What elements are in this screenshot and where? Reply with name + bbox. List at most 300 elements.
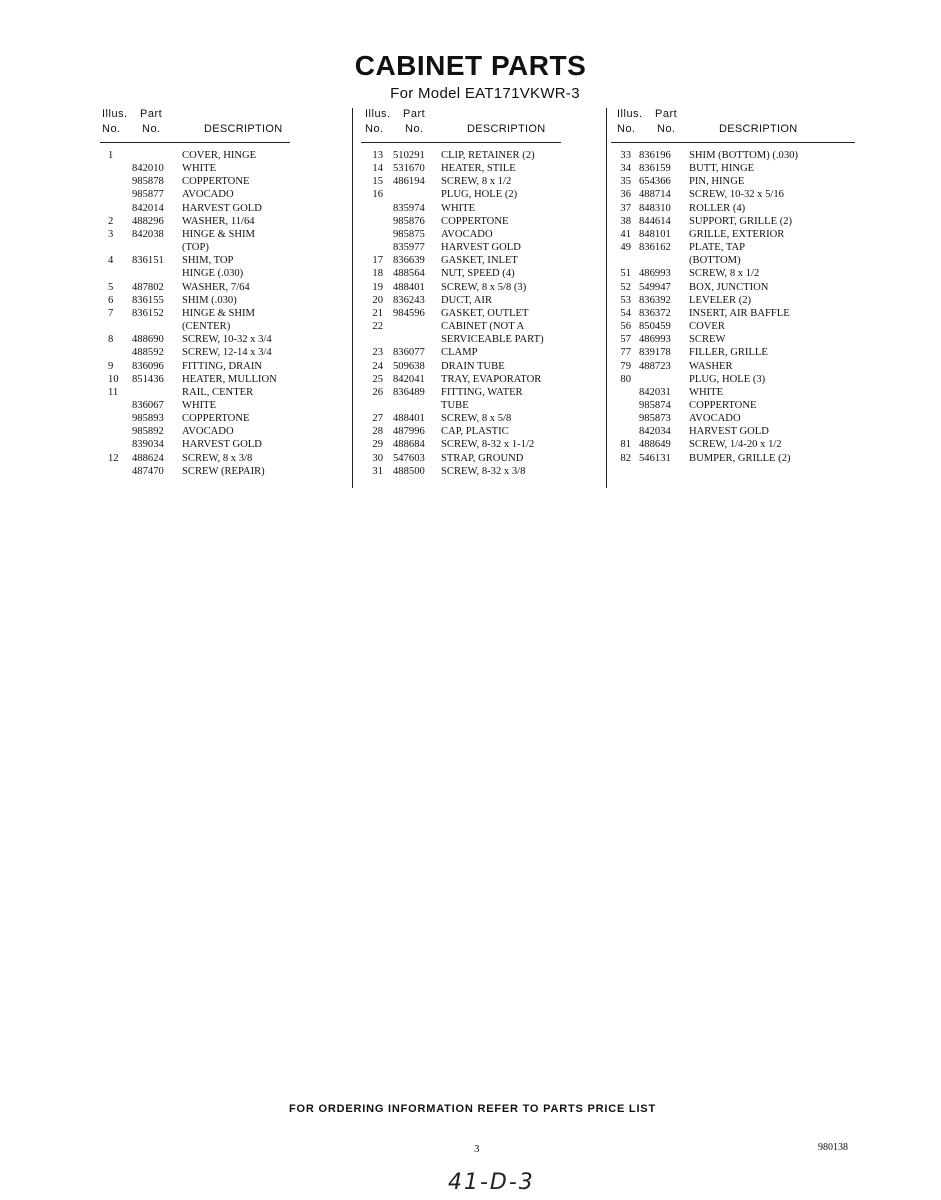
part-number: 842038 xyxy=(132,228,164,240)
part-description: FITTING, WATER xyxy=(441,386,523,398)
part-number: 487470 xyxy=(132,465,164,477)
part-row xyxy=(607,281,857,294)
illus-number xyxy=(353,333,393,346)
illus-number xyxy=(353,399,393,412)
part-number: 842034 xyxy=(639,426,671,438)
header-description: DESCRIPTION xyxy=(719,123,798,135)
illus-number: 26 xyxy=(372,386,383,398)
part-description: BOX, JUNCTION xyxy=(689,281,769,293)
part-row xyxy=(607,241,857,254)
part-number: 487996 xyxy=(393,426,425,438)
part-description: SCREW, 8-32 x 3/8 xyxy=(441,465,526,477)
part-number xyxy=(132,386,182,399)
header-part: Part xyxy=(655,108,678,120)
illus-number xyxy=(353,241,393,254)
part-description: PLUG, HOLE (2) xyxy=(441,189,518,201)
part-number: 488401 xyxy=(393,413,425,425)
part-row xyxy=(607,215,857,228)
part-row xyxy=(353,175,607,188)
column-header xyxy=(615,108,857,142)
part-description: BUTT, HINGE xyxy=(689,163,755,175)
illus-number: 21 xyxy=(372,307,383,319)
part-row xyxy=(607,307,857,320)
illus-number: 4 xyxy=(108,255,114,267)
column-header xyxy=(100,108,352,142)
part-description: SCREW, 8 x 1/2 xyxy=(441,176,512,188)
part-number: 836096 xyxy=(132,360,164,372)
part-number: 547603 xyxy=(393,452,425,464)
part-description: BUMPER, GRILLE (2) xyxy=(689,452,791,464)
part-description: HEATER, STILE xyxy=(441,163,516,175)
part-number: 842010 xyxy=(132,163,164,175)
part-description: TRAY, EVAPORATOR xyxy=(441,373,542,385)
part-row xyxy=(100,333,352,346)
part-row xyxy=(100,202,352,215)
illus-number: 82 xyxy=(620,452,631,464)
header-no: No. xyxy=(102,123,121,135)
part-description: COVER xyxy=(689,321,725,333)
illus-number: 77 xyxy=(620,347,631,359)
part-row xyxy=(100,188,352,201)
part-row xyxy=(607,346,857,359)
part-number: 836151 xyxy=(132,255,164,267)
illus-number: 38 xyxy=(620,215,631,227)
part-description: FILLER, GRILLE xyxy=(689,347,768,359)
part-description: DUCT, AIR xyxy=(441,294,493,306)
part-description: WHITE xyxy=(182,163,217,175)
part-description: SCREW, 8 x 1/2 xyxy=(689,268,760,280)
part-number: 836243 xyxy=(393,294,425,306)
part-description: HARVEST GOLD xyxy=(182,202,262,214)
part-row xyxy=(607,373,857,386)
parts-rows xyxy=(353,149,607,478)
illus-number xyxy=(100,465,132,478)
part-number: 487802 xyxy=(132,281,164,293)
part-number: 486993 xyxy=(639,268,671,280)
part-description: SHIM (.030) xyxy=(182,294,237,306)
part-row xyxy=(607,188,857,201)
illus-number: 28 xyxy=(372,426,383,438)
handwritten-note: 41-D-3 xyxy=(448,1170,535,1195)
part-number: 836162 xyxy=(639,242,671,254)
part-row xyxy=(353,162,607,175)
part-number: 985877 xyxy=(132,189,164,201)
part-number: 836392 xyxy=(639,294,671,306)
part-row xyxy=(353,320,607,333)
part-row xyxy=(353,281,607,294)
part-row xyxy=(607,254,857,267)
part-number xyxy=(639,254,689,267)
part-number: 836077 xyxy=(393,347,425,359)
part-number: 836067 xyxy=(132,399,164,411)
part-row xyxy=(607,228,857,241)
part-description: CLAMP xyxy=(441,347,478,359)
illus-number: 80 xyxy=(620,373,631,385)
illus-number xyxy=(100,175,132,188)
part-number: 835974 xyxy=(393,202,425,214)
part-number: 836489 xyxy=(393,386,425,398)
part-number: 488714 xyxy=(639,189,671,201)
part-row xyxy=(100,465,352,478)
part-number: 839034 xyxy=(132,439,164,451)
part-row xyxy=(353,215,607,228)
part-description: AVOCADO xyxy=(689,413,741,425)
part-number: 488401 xyxy=(393,281,425,293)
illus-number xyxy=(100,241,132,254)
part-description: LEVELER (2) xyxy=(689,294,752,306)
part-number: 510291 xyxy=(393,150,425,161)
illus-number xyxy=(607,386,639,399)
part-description: HEATER, MULLION xyxy=(182,373,277,385)
part-row xyxy=(100,438,352,451)
part-description: WHITE xyxy=(441,202,476,214)
part-row xyxy=(607,202,857,215)
part-row xyxy=(100,307,352,320)
part-row xyxy=(100,399,352,412)
part-number xyxy=(132,241,182,254)
header-illus: Illus. xyxy=(365,108,391,120)
part-row xyxy=(100,162,352,175)
part-number xyxy=(393,333,441,346)
part-row xyxy=(607,452,857,465)
part-description: HINGE & SHIM xyxy=(182,228,255,240)
part-description: AVOCADO xyxy=(182,426,234,438)
part-number: 850459 xyxy=(639,321,671,333)
part-row xyxy=(353,228,607,241)
illus-number: 36 xyxy=(620,189,631,201)
part-number: 836159 xyxy=(639,163,671,175)
header-description: DESCRIPTION xyxy=(467,123,546,135)
illus-number xyxy=(100,202,132,215)
part-row xyxy=(100,425,352,438)
part-description: HARVEST GOLD xyxy=(689,426,769,438)
part-row xyxy=(607,438,857,451)
part-description: ROLLER (4) xyxy=(689,202,746,214)
part-description: STRAP, GROUND xyxy=(441,452,524,464)
part-description: TUBE xyxy=(441,399,469,411)
part-number xyxy=(393,188,441,201)
header-rule xyxy=(361,142,561,143)
part-row xyxy=(607,333,857,346)
part-description: WASHER, 11/64 xyxy=(182,215,255,227)
part-number: 488723 xyxy=(639,360,671,372)
part-description: WASHER xyxy=(689,360,733,372)
part-number: 836372 xyxy=(639,307,671,319)
part-row xyxy=(353,399,607,412)
part-row xyxy=(100,215,352,228)
part-row xyxy=(100,228,352,241)
part-row xyxy=(100,267,352,280)
part-description: SCREW (REPAIR) xyxy=(182,465,265,477)
part-number: 836196 xyxy=(639,150,671,161)
header-part: Part xyxy=(140,108,163,120)
illus-number: 41 xyxy=(620,228,631,240)
part-description: SCREW, 8-32 x 1-1/2 xyxy=(441,439,535,451)
part-row xyxy=(607,149,857,162)
illus-number: 52 xyxy=(620,281,631,293)
illus-number: 35 xyxy=(620,176,631,188)
part-row xyxy=(353,412,607,425)
illus-number: 57 xyxy=(620,334,631,346)
illus-number xyxy=(607,254,639,267)
part-description: PIN, HINGE xyxy=(689,176,745,188)
illus-number xyxy=(100,438,132,451)
part-description: CAP, PLASTIC xyxy=(441,426,509,438)
header-rule xyxy=(611,142,855,143)
part-number: 836152 xyxy=(132,307,164,319)
illus-number: 79 xyxy=(620,360,631,372)
parts-column-1 xyxy=(100,108,352,478)
illus-number: 27 xyxy=(372,413,383,425)
illus-number: 56 xyxy=(620,321,631,333)
part-number: 842041 xyxy=(393,373,425,385)
part-number: 984596 xyxy=(393,307,425,319)
header-no: No. xyxy=(617,123,636,135)
illus-number xyxy=(607,425,639,438)
part-description: SCREW, 8 x 5/8 (3) xyxy=(441,281,527,293)
illus-number xyxy=(100,267,132,280)
part-description: SCREW, 10-32 x 3/4 xyxy=(182,334,272,346)
part-row xyxy=(353,465,607,478)
part-number: 486194 xyxy=(393,176,425,188)
part-number: 842031 xyxy=(639,386,671,398)
illus-number xyxy=(100,346,132,359)
part-number: 985878 xyxy=(132,176,164,188)
part-description: SUPPORT, GRILLE (2) xyxy=(689,215,793,227)
illus-number: 25 xyxy=(372,373,383,385)
illus-number: 17 xyxy=(372,255,383,267)
illus-number xyxy=(353,215,393,228)
illus-number: 31 xyxy=(372,465,383,477)
illus-number: 1 xyxy=(108,150,114,161)
header-part-no: No. xyxy=(142,123,161,135)
illus-number xyxy=(100,188,132,201)
illus-number xyxy=(353,202,393,215)
illus-number: 51 xyxy=(620,268,631,280)
part-row xyxy=(353,438,607,451)
part-description: SCREW, 12-14 x 3/4 xyxy=(182,347,272,359)
illus-number: 2 xyxy=(108,215,114,227)
illus-number: 11 xyxy=(108,386,119,398)
part-row xyxy=(353,149,607,162)
part-number: 842014 xyxy=(132,202,164,214)
part-description: SCREW, 8 x 5/8 xyxy=(441,413,512,425)
part-row xyxy=(100,360,352,373)
part-description: (CENTER) xyxy=(182,321,231,333)
illus-number: 30 xyxy=(372,452,383,464)
part-row xyxy=(353,346,607,359)
part-number: 848310 xyxy=(639,202,671,214)
part-row xyxy=(353,373,607,386)
illus-number: 7 xyxy=(108,307,114,319)
part-row xyxy=(607,267,857,280)
part-number: 835977 xyxy=(393,242,425,254)
part-number: 488592 xyxy=(132,347,164,359)
part-row xyxy=(353,294,607,307)
illus-number: 8 xyxy=(108,334,114,346)
part-row xyxy=(353,307,607,320)
part-description: CLIP, RETAINER (2) xyxy=(441,150,535,161)
part-number: 531670 xyxy=(393,163,425,175)
illus-number: 6 xyxy=(108,294,114,306)
part-number xyxy=(132,320,182,333)
illus-number: 23 xyxy=(372,347,383,359)
parts-column-3 xyxy=(606,108,857,488)
header-part-no: No. xyxy=(657,123,676,135)
part-number xyxy=(639,373,689,386)
part-number: 839178 xyxy=(639,347,671,359)
part-row xyxy=(353,202,607,215)
part-description: FITTING, DRAIN xyxy=(182,360,263,372)
illus-number xyxy=(100,399,132,412)
part-row xyxy=(353,425,607,438)
part-row xyxy=(607,294,857,307)
part-number: 488564 xyxy=(393,268,425,280)
part-description: WHITE xyxy=(689,386,724,398)
part-row xyxy=(100,241,352,254)
part-row xyxy=(353,386,607,399)
page-title: CABINET PARTS xyxy=(354,50,587,81)
illus-number xyxy=(100,162,132,175)
illus-number: 34 xyxy=(620,163,631,175)
header-no: No. xyxy=(365,123,384,135)
part-row xyxy=(100,346,352,359)
part-description: PLATE, TAP xyxy=(689,242,746,254)
illus-number: 14 xyxy=(372,163,383,175)
illus-number: 54 xyxy=(620,307,631,319)
part-description: HINGE & SHIM xyxy=(182,307,255,319)
page-number: 3 xyxy=(474,1143,480,1155)
illus-number xyxy=(353,228,393,241)
part-number: 836155 xyxy=(132,294,164,306)
illus-number xyxy=(607,399,639,412)
part-description: AVOCADO xyxy=(182,189,234,201)
part-description: SCREW, 10-32 x 5/16 xyxy=(689,189,784,201)
header-illus: Illus. xyxy=(617,108,643,120)
parts-column-2 xyxy=(352,108,607,488)
illus-number xyxy=(100,425,132,438)
part-description: CABINET (NOT A xyxy=(441,321,525,333)
part-row xyxy=(100,320,352,333)
part-description: NUT, SPEED (4) xyxy=(441,268,515,280)
part-row xyxy=(607,360,857,373)
part-description: GRILLE, EXTERIOR xyxy=(689,228,785,240)
illus-number: 5 xyxy=(108,281,114,293)
part-description: HARVEST GOLD xyxy=(441,242,521,254)
part-description: DRAIN TUBE xyxy=(441,360,505,372)
part-number: 488684 xyxy=(393,439,425,451)
part-description: COPPERTONE xyxy=(182,176,250,188)
part-description: COPPERTONE xyxy=(182,413,250,425)
part-number: 654366 xyxy=(639,176,671,188)
part-number: 488690 xyxy=(132,334,164,346)
part-row xyxy=(100,254,352,267)
part-number: 509638 xyxy=(393,360,425,372)
parts-rows xyxy=(607,149,857,465)
part-description: GASKET, OUTLET xyxy=(441,307,529,319)
illus-number: 20 xyxy=(372,294,383,306)
part-row xyxy=(607,412,857,425)
part-number xyxy=(132,149,182,162)
part-description: SHIM (BOTTOM) (.030) xyxy=(689,150,798,161)
part-row xyxy=(607,386,857,399)
part-row xyxy=(100,175,352,188)
part-row xyxy=(607,425,857,438)
illus-number: 37 xyxy=(620,202,631,214)
part-description: HARVEST GOLD xyxy=(182,439,262,451)
part-number: 985875 xyxy=(393,228,425,240)
part-number: 486993 xyxy=(639,334,671,346)
part-number: 985876 xyxy=(393,215,425,227)
part-row xyxy=(353,267,607,280)
part-number: 488649 xyxy=(639,439,671,451)
illus-number xyxy=(607,412,639,425)
part-row xyxy=(100,386,352,399)
part-number: 851436 xyxy=(132,373,164,385)
part-description: HINGE (.030) xyxy=(182,268,244,280)
part-number xyxy=(393,320,441,333)
part-number: 488624 xyxy=(132,452,164,464)
part-row xyxy=(100,149,352,162)
part-row xyxy=(100,281,352,294)
illus-number: 13 xyxy=(372,150,383,161)
part-description: SHIM, TOP xyxy=(182,255,234,267)
illus-number: 81 xyxy=(620,439,631,451)
part-number: 985874 xyxy=(639,399,671,411)
parts-rows xyxy=(100,149,352,478)
part-description: RAIL, CENTER xyxy=(182,386,254,398)
illus-number: 22 xyxy=(372,321,383,333)
part-description: WASHER, 7/64 xyxy=(182,281,250,293)
part-description: COVER, HINGE xyxy=(182,150,257,161)
part-description: AVOCADO xyxy=(441,228,493,240)
illus-number: 16 xyxy=(372,189,383,201)
header-description: DESCRIPTION xyxy=(204,123,283,135)
part-description: COPPERTONE xyxy=(441,215,509,227)
header-part: Part xyxy=(403,108,426,120)
part-description: SERVICEABLE PART) xyxy=(441,334,544,346)
illus-number: 10 xyxy=(108,373,119,385)
part-number: 836639 xyxy=(393,255,425,267)
part-number: 848101 xyxy=(639,228,671,240)
part-row xyxy=(607,399,857,412)
part-description: SCREW xyxy=(689,334,726,346)
part-row xyxy=(353,241,607,254)
part-row xyxy=(353,360,607,373)
part-row xyxy=(607,175,857,188)
illus-number: 12 xyxy=(108,452,119,464)
part-number xyxy=(132,267,182,280)
header-rule xyxy=(100,142,290,143)
illus-number: 49 xyxy=(620,242,631,254)
part-row xyxy=(353,333,607,346)
part-number: 488296 xyxy=(132,215,164,227)
ordering-footer: FOR ORDERING INFORMATION REFER TO PARTS PRICE LIST xyxy=(289,1103,656,1115)
part-description: (BOTTOM) xyxy=(689,255,741,267)
illus-number: 33 xyxy=(620,150,631,161)
illus-number: 9 xyxy=(108,360,114,372)
header-illus: Illus. xyxy=(102,108,128,120)
part-number: 985892 xyxy=(132,426,164,438)
part-row xyxy=(353,254,607,267)
part-row xyxy=(353,188,607,201)
illus-number: 3 xyxy=(108,228,114,240)
part-description: WHITE xyxy=(182,399,217,411)
illus-number: 24 xyxy=(372,360,383,372)
column-header xyxy=(363,108,607,142)
part-row xyxy=(100,373,352,386)
illus-number: 53 xyxy=(620,294,631,306)
